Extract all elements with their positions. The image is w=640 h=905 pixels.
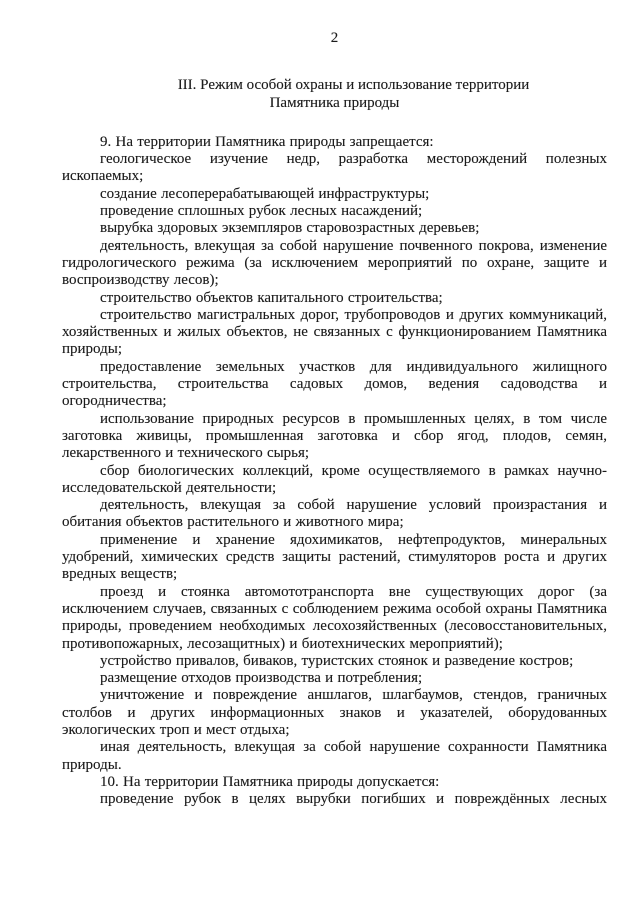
page-number: 2 — [330, 30, 339, 46]
section-heading-line2: Памятника природы — [269, 94, 400, 111]
paragraph: 9. На территории Памятника природы запрещается: — [100, 133, 434, 150]
paragraph: 10. На территории Памятника природы допускается: — [100, 773, 440, 790]
paragraph: сбор биологических коллекций, кроме осуществляемого в рамках научно-исследовательской деятельности; — [62, 462, 607, 496]
paragraph: создание лесоперерабатывающей инфраструктуры; — [100, 185, 430, 202]
paragraph: проведение рубок в целях вырубки погибших и повреждённых лесных — [100, 791, 607, 808]
paragraph: деятельность, влекущая за собой нарушение условий произрастания и обитания объектов растительного и животного мира; — [62, 497, 607, 531]
paragraph: строительство магистральных дорог, трубопроводов и других коммуникаций, хозяйственных и жилых объектов, не связанных с функционированием Памятника природы; — [62, 306, 607, 358]
paragraph: устройство привалов, биваков, туристских стоянок и разведение костров; — [100, 652, 574, 669]
paragraph: проведение сплошных рубок лесных насаждений; — [100, 203, 423, 220]
paragraph: проезд и стоянка автомототранспорта вне существующих дорог (за исключением случаев, связанных с соблюдением режима особой охраны Памятника природы, проведением необходимых лесохозяйственных (лесовосстановительных, противопожарных, лесозащитных) и биотехнических мероприятий); — [62, 583, 607, 652]
section-heading — [62, 77, 607, 112]
paragraph: иная деятельность, влекущая за собой нарушение сохранности Памятника природы. — [62, 739, 607, 773]
document-body — [62, 134, 607, 809]
paragraph: геологическое изучение недр, разработка месторождений полезных ископаемых; — [62, 151, 607, 185]
paragraph: предоставление земельных участков для индивидуального жилищного строительства, строительства садовых домов, ведения садоводства и огородничества; — [62, 358, 607, 410]
paragraph: уничтожение и повреждение аншлагов, шлагбаумов, стендов, граничных столбов и других информационных знаков и указателей, оборудованных экологических троп и мест отдыха; — [62, 687, 607, 738]
paragraph: применение и хранение ядохимикатов, нефтепродуктов, минеральных удобрений, химических средств защиты растений, стимуляторов роста и других вредных веществ; — [62, 531, 607, 583]
paragraph: вырубка здоровых экземпляров старовозрастных деревьев; — [100, 220, 480, 237]
paragraph: размещение отходов производства и потребления; — [100, 670, 423, 687]
section-heading-line1: III. Режим особой охраны и использование территории — [177, 77, 530, 94]
paragraph: использование природных ресурсов в промышленных целях, в том числе заготовка живицы, промышленная заготовка и сбор ягод, плодов, семян, лекарственного и технического сырья; — [62, 410, 607, 462]
paragraph: строительство объектов капитального строительства; — [100, 289, 443, 306]
paragraph: деятельность, влекущая за собой нарушение почвенного покрова, изменение гидрологического режима (за исключением мероприятий по охране, защите и воспроизводству лесов); — [62, 237, 607, 289]
